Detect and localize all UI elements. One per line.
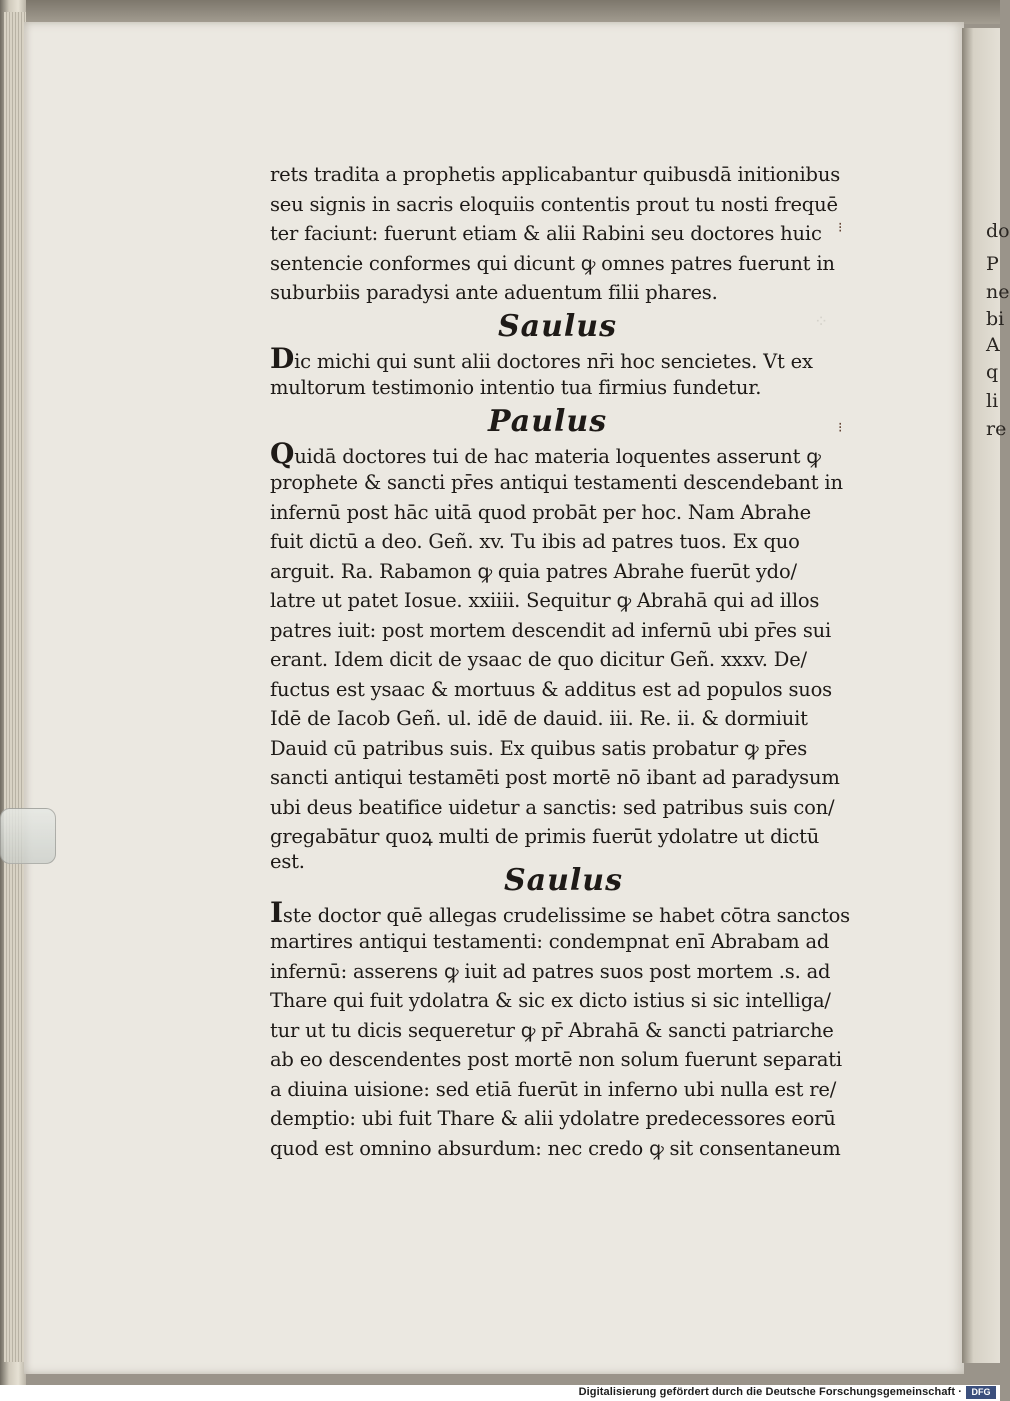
text-line: est. <box>270 849 305 873</box>
text-line-body: ste doctor quē allegas crudelissime se habet cōtra sanctos <box>282 903 850 927</box>
facing-fragment: li <box>986 390 999 412</box>
text-line: infernū: asserens ꝙ iuit ad patres suos post mortem .s. ad <box>270 959 831 983</box>
text-line: Idē de Iacob Geñ. ul. idē de dauid. iii. Re. ii. & dormiuit <box>270 707 808 730</box>
text-line: rets tradita a prophetis applicabantur quibusdā initionibus <box>270 163 841 186</box>
text-line <box>270 436 850 470</box>
bleed-through: ⁘ <box>814 312 829 332</box>
text-line-body: ic michi qui sunt alii doctores nr̄i hoc sencietes. Vt ex <box>294 349 813 373</box>
facing-fragment: P <box>986 253 999 275</box>
text-line: gregabātur quoꝝ multi de primis fuerūt ydolatre ut dictū <box>270 825 820 848</box>
text-line: ubi deus beatifice uidetur a sanctis: sed patribus suis con/ <box>270 795 835 819</box>
text-line: erant. Idem dicit de ysaac de quo dicitur Geñ. xxxv. De/ <box>270 648 807 671</box>
text-line: arguit. Ra. Rabamon ꝙ quia patres Abrahe fuerūt ydo/ <box>270 559 797 583</box>
text-line <box>270 895 850 929</box>
speaker-heading-saulus: Saulus <box>504 862 624 898</box>
facing-fragment: A <box>986 334 1000 356</box>
text-line: patres iuit: post mortem descendit ad infernū ubi pr̄es sui <box>270 618 832 642</box>
text-line: seu signis in sacris eloquiis contentis prout tu nosti frequē <box>270 192 838 216</box>
text-line <box>270 341 850 375</box>
initial-letter: I <box>270 895 283 929</box>
text-line: quod est omnino absurdum: nec credo ꝙ sit consentaneum <box>270 1136 841 1160</box>
margin-mark-icon: ⁝ <box>838 220 843 236</box>
text-line: suburbiis paradysi ante aduentum filii phares. <box>270 281 718 304</box>
text-line: Dauid cū patribus suis. Ex quibus satis probatur ꝙ pr̄es <box>270 736 808 760</box>
text-line: infernū post hāc uitā quod probāt per hoc. Nam Abrahe <box>270 500 811 524</box>
text-line: sentencie conformes qui dicunt ꝙ omnes patres fuerunt in <box>270 251 835 275</box>
scan-top-edge <box>0 0 1000 24</box>
text-line: demptio: ubi fuit Thare & alii ydolatre predecessores eorū <box>270 1107 836 1130</box>
page-stack <box>4 12 26 1362</box>
text-line: Thare qui fuit ydolatra & sic ex dicto istius si sic intelliga/ <box>270 989 831 1012</box>
text-line: latre ut patet Iosue. xxiiii. Sequitur ꝙ Abrahā qui ad illos <box>270 589 820 612</box>
text-line: ter faciunt: fuerunt etiam & alii Rabini seu doctores huic <box>270 222 822 245</box>
facing-fragment: do <box>986 220 1010 242</box>
speaker-heading-saulus: Saulus <box>498 308 618 344</box>
text-line: martires antiqui testamenti: condempnat enī Abrabam ad <box>270 930 830 953</box>
text-line: prophete & sancti pr̄es antiqui testamenti descendebant in <box>270 471 843 494</box>
text-line: a diuina uisione: sed etiā fuerūt in inferno ubi nulla est re/ <box>270 1077 837 1101</box>
initial-letter: D <box>270 341 295 375</box>
page-clip <box>0 808 56 864</box>
margin-mark-icon: ⁝ <box>838 420 843 436</box>
facing-fragment: ne <box>986 281 1010 303</box>
facing-fragment: bi <box>986 308 1005 330</box>
footer-credit: Digitalisierung gefördert durch die Deutsche Forschungsgemeinschaft · <box>578 1386 962 1398</box>
text-line-body: uidā doctores tui de hac materia loquentes asserunt ꝙ <box>294 444 821 468</box>
facing-page-edge <box>962 28 1010 1363</box>
text-line: fuit dictū a deo. Geñ. xv. Tu ibis ad patres tuos. Ex quo <box>270 530 800 553</box>
speaker-heading-paulus: Paulus <box>488 403 608 439</box>
text-line: ab eo descendentes post mortē non solum fuerunt separati <box>270 1048 842 1071</box>
incunable-text <box>270 160 850 1163</box>
text-line: sancti antiqui testamēti post mortē nō ibant ad paradysum <box>270 766 840 789</box>
text-line: multorum testimonio intentio tua firmius fundetur. <box>270 376 762 399</box>
dfg-logo: DFG <box>966 1386 996 1399</box>
facing-fragment: q <box>986 361 999 383</box>
text-line: fuctus est ysaac & mortuus & additus est ad populos suos <box>270 677 832 701</box>
initial-letter: Q <box>270 436 295 470</box>
facing-fragment: re <box>986 418 1007 440</box>
text-line: tur ut tu dicis sequeretur ꝙ pr̄ Abrahā & sancti patriarche <box>270 1018 834 1042</box>
